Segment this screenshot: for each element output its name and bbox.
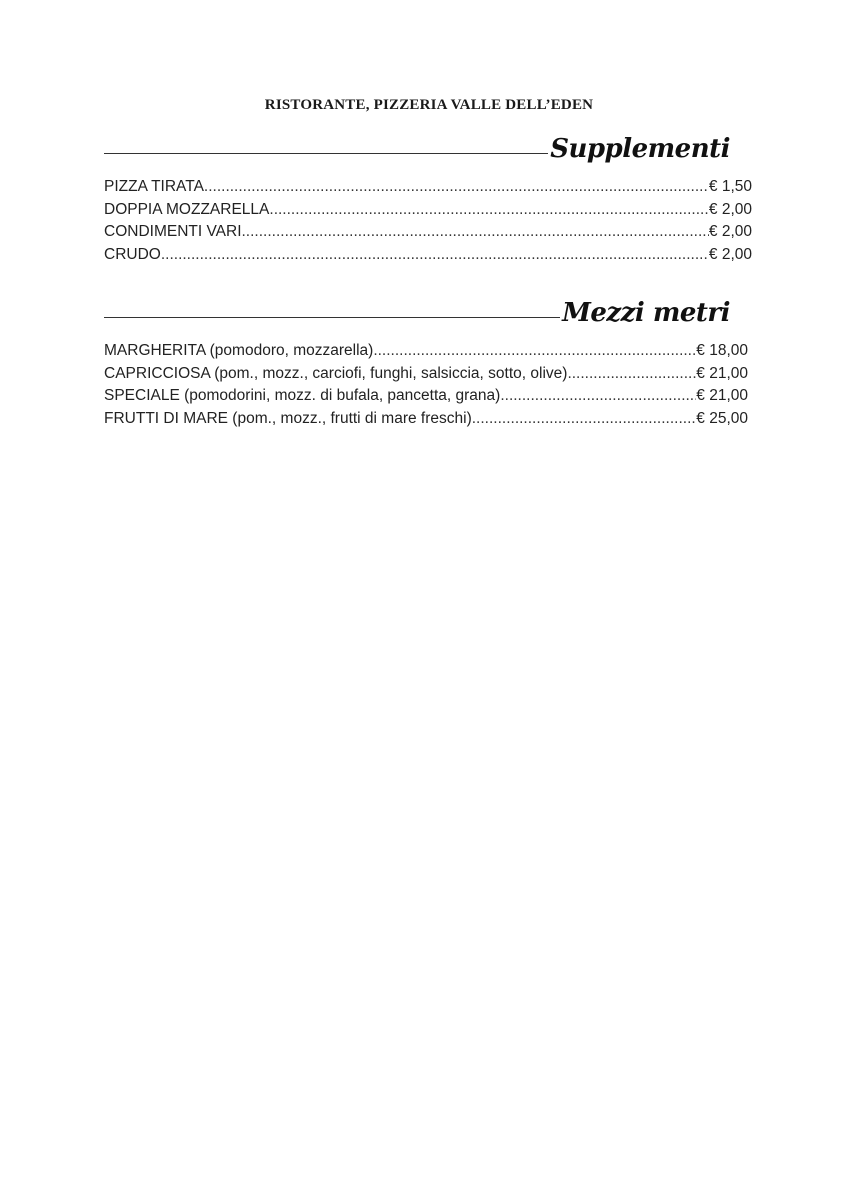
item-price: € 21,00 (696, 387, 748, 404)
section-mezzi-metri (104, 290, 752, 430)
menu-item (104, 199, 752, 222)
menu-list (104, 340, 748, 430)
item-name: SPECIALE (pomodorini, mozz. di bufala, pancetta, grana) (104, 387, 501, 404)
section-title: Mezzi metri (562, 298, 730, 328)
menu-item (104, 221, 752, 244)
item-name: FRUTTI DI MARE (pom., mozz., frutti di mare freschi) (104, 409, 472, 427)
restaurant-title: RISTORANTE, PIZZERIA VALLE DELL’EDEN (264, 97, 594, 113)
dot-leader (373, 340, 696, 363)
menu-item (104, 385, 748, 408)
section-header (104, 290, 752, 330)
item-price: € 21,00 (696, 364, 748, 382)
item-price: € 2,00 (708, 223, 752, 240)
item-name: CRUDO (104, 245, 161, 263)
dot-leader (500, 385, 696, 408)
item-name: PIZZA TIRATA (104, 178, 204, 195)
item-price: € 18,00 (696, 342, 748, 359)
section-header (104, 126, 752, 166)
section-divider (104, 153, 592, 154)
menu-item (104, 244, 752, 267)
item-price: € 2,00 (708, 200, 752, 218)
menu-item (104, 363, 748, 386)
dot-leader (567, 363, 696, 386)
menu-item (104, 340, 748, 363)
item-name: MARGHERITA (pomodoro, mozzarella) (104, 342, 374, 359)
menu-list (104, 176, 752, 266)
menu-item (104, 176, 752, 199)
item-price: € 25,00 (696, 409, 748, 427)
menu-item (104, 408, 748, 431)
dot-leader (269, 199, 709, 222)
dot-leader (242, 221, 709, 244)
item-name: CAPRICCIOSA (pom., mozz., carciofi, funghi, salsiccia, sotto, olive) (104, 364, 568, 382)
dot-leader (204, 176, 709, 199)
dot-leader (161, 244, 709, 267)
item-price: € 1,50 (708, 178, 752, 195)
item-name: DOPPIA MOZZARELLA (104, 200, 270, 218)
dot-leader (472, 408, 697, 431)
section-divider (104, 317, 592, 318)
item-price: € 2,00 (708, 245, 752, 263)
section-supplementi (104, 126, 752, 266)
item-name: CONDIMENTI VARI (104, 223, 242, 240)
section-title: Supplementi (550, 134, 730, 164)
